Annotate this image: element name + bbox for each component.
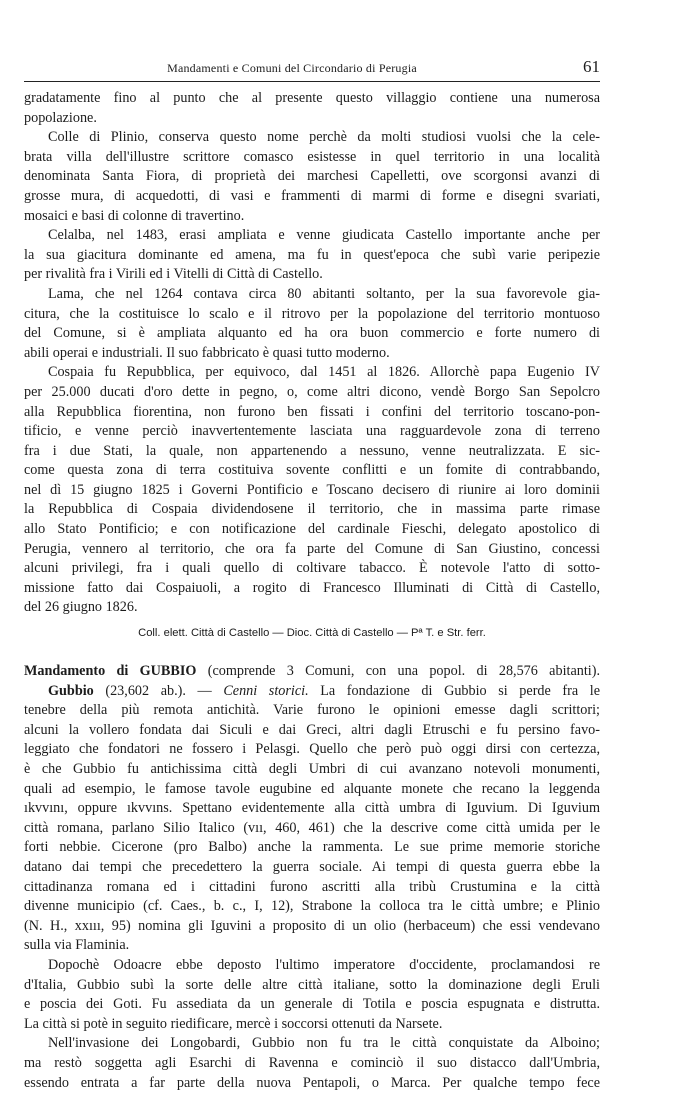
text-line: (N. H., xxııı, 95) nomina gli Iguvini a proposito di un olio (herbaceum) che essi vendevano: [24, 917, 600, 934]
text-line: Lama, che nel 1264 contava circa 80 abitanti soltanto, per la sua favorevole gia-: [48, 285, 600, 302]
running-title: Mandamenti e Comuni del Circondario di Perugia: [167, 61, 417, 75]
text-line: d'Italia, Gubbio subì la sorte delle altre città italiane, sotto la dominazione degli Eruli: [24, 976, 600, 993]
gubbio-name: Gubbio: [48, 682, 94, 699]
text-line: e poscia dei Goti. Fu assediata da un generale di Totila e poscia espugnata e distrutta.: [24, 996, 600, 1013]
page-body: [24, 89, 600, 1093]
text-line: Perugia, vennero al territorio, che ora fa parte del Comune di San Giustino, concessi: [24, 540, 600, 557]
text-line: cittadinanza romana ed i cittadini furono ascritti alla tribù Crustumina e la città: [24, 878, 600, 895]
text-line: La fondazione di Gubbio si perde fra le: [308, 682, 601, 699]
text-line: denominata Santa Fiora, di proprietà dei marchesi Capelletti, ove scorgonsi avanzi di: [24, 168, 600, 185]
text-line: gradatamente fino al punto che al presente questo villaggio contiene una numerosa: [24, 90, 600, 106]
text-line: allo Stato Pontificio; e con notificazione del cardinale Fieschi, delegato apostolico di: [24, 521, 600, 538]
paragraphs: [24, 89, 600, 618]
mandamento-rest: (comprende 3 Comuni, con una popol. di 28,576 abitanti).: [196, 663, 600, 680]
text-line: popolazione.: [24, 109, 97, 126]
text-line: forti nebbie. Cicerone (pro Balbo) anche la rammenta. Le sue prime memorie storiche: [24, 839, 600, 856]
paragraph: [24, 285, 600, 363]
gubbio-population: (23,602 ab.). —: [93, 682, 224, 699]
text-line: Dopochè Odoacre ebbe deposto l'ultimo imperatore d'occidente, proclamandosi re: [48, 956, 600, 973]
page-number: 61: [583, 57, 600, 76]
text-line: divenne municipio (cf. Caes., b. c., I, 12), Strabone la colloca tra le città umbre; e Plinio: [24, 898, 600, 915]
text-line: come questa zona di terra costituiva sovente conflitti e un fomite di contrabbando,: [24, 462, 600, 479]
mandamento-heading: [24, 662, 600, 682]
text-line: del Comune, si è ampliata alquanto ed ha ora buon commercio e forte numero di: [24, 325, 600, 342]
text-line: alcuni la vollero fondata dai Siculi e dai Greci, altri dagli Etruschi e fu persino favo-: [24, 721, 600, 738]
text-line: per rivalità fra i Virili ed i Vitelli di Città di Castello.: [24, 266, 323, 283]
text-line: la Repubblica di Cospaia dividendosene il territorio, che in massima parte rimase: [24, 501, 600, 518]
gubbio-first-line: [24, 682, 600, 702]
mandamento-section: [24, 662, 600, 1093]
text-line: Cospaia fu Repubblica, per equivoco, dal 1451 al 1826. Allorchè papa Eugenio IV: [48, 364, 600, 381]
text-line: del 26 giugno 1826.: [24, 599, 138, 616]
text-line: sulla via Flaminia.: [24, 937, 130, 954]
text-line: brata villa dell'illustre scrittore comasco esistesse in quel territorio in una località: [24, 148, 600, 165]
text-line: fra i due Stati, la quale, non appartenendo a nessuno, venne neutralizzata. E sic-: [24, 442, 600, 459]
text-line: tificio, e venne perciò inavvertentemente lasciata una ragguardevole zona di terreno: [24, 423, 600, 440]
text-line: alcuni privilegi, fra i quali quello di coltivare tabacco. È notevole l'atto di sotto-: [24, 560, 600, 577]
text-line: leggiato che fondatori ne fossero i Pelasgi. Quello che però può oggi dirsi con certezza,: [24, 741, 600, 758]
text-line: la sua giacitura dominante ed amena, ma fu in quest'epoca che subì varie peripezie: [24, 246, 600, 263]
text-line: alla Repubblica fiorentina, non furono ben fissati i confini del territorio toscano-pon-: [24, 403, 600, 420]
text-line: Colle di Plinio, conserva questo nome perchè da molti studiosi vuolsi che la cele-: [48, 129, 600, 146]
text-line: nel dì 15 giugno 1825 i Governi Pontificio e Toscano decisero di riunire ai loro dominii: [24, 481, 600, 498]
longobardi-paragraph: [24, 1034, 600, 1093]
text-line: tenebre della più remota antichità. Varie furono le opinioni emesse dagli scrittori;: [24, 702, 600, 719]
text-line: La città si potè in seguito riedificare, mercè i soccorsi ottenuti da Narsete.: [24, 1015, 443, 1032]
text-line: è che Gubbio fu antichissima città degli Umbri di cui avanzano notevoli monumenti,: [24, 761, 600, 777]
page-header: [24, 59, 600, 82]
odoacre-paragraph: [24, 956, 600, 1034]
paragraph: [24, 363, 600, 618]
text-line: per 25.000 ducati d'oro dette in pegno, o, come altri dicono, vendè Borgo San Sepolcro: [24, 383, 600, 400]
text-line: ıkvvını, oppure ıkvvıns. Spettano evidentemente alla città umbra di Iguvium. Di Iguvium: [24, 800, 600, 817]
text-line: mosaici e basi di colonne di travertino.: [24, 207, 245, 224]
text-line: missione fatto dai Cospaiuoli, a rogito di Francesco Illuminati di Città di Castello,: [24, 579, 600, 596]
mandamento-label: Mandamento di GUBBIO: [24, 663, 197, 680]
text-line: quali ad esempio, le famose tavole eugubine ed alquante monete che recano la leggenda: [24, 780, 600, 797]
text-line: ma restò soggetta agli Esarchi di Ravenna e cominciò il suo distacco dall'Umbria,: [24, 1054, 600, 1071]
cenni-storici-label: Cenni storici.: [223, 682, 309, 699]
text-line: abili operai e industriali. Il suo fabbricato è quasi tutto moderno.: [24, 344, 390, 361]
text-line: Nell'invasione dei Longobardi, Gubbio non fu tra le città conquistate da Alboino;: [48, 1035, 600, 1052]
paragraph: [24, 226, 600, 285]
text-line: Celalba, nel 1483, erasi ampliata e venne giudicata Castello importante anche per: [48, 227, 600, 244]
text-line: citura, che la costituisce lo scalo e il ritrovo per la popolazione del territorio montuoso: [24, 305, 600, 322]
paragraph: [24, 128, 600, 226]
text-line: datano dai tempi che precedettero la guerra sociale. Ai tempi di questa guerra ebbe la: [24, 858, 600, 875]
paragraph: [24, 89, 600, 128]
text-line: essendo entrata a far parte della nuova Pentapoli, o Marca. Per qualche tempo fece: [24, 1074, 600, 1091]
text-line: città romana, parlano Silio Italico (vıı, 460, 461) che la descrive come città umida per le: [24, 819, 600, 836]
electoral-info-line: Coll. elett. Città di Castello — Dioc. Città di Castello — Pª T. e Str. ferr.: [138, 627, 486, 640]
gubbio-paragraph: [24, 682, 600, 956]
text-line: grosse mura, di acquedotti, di vasi e frammenti di marmi di forme e disegni svariati,: [24, 187, 600, 204]
